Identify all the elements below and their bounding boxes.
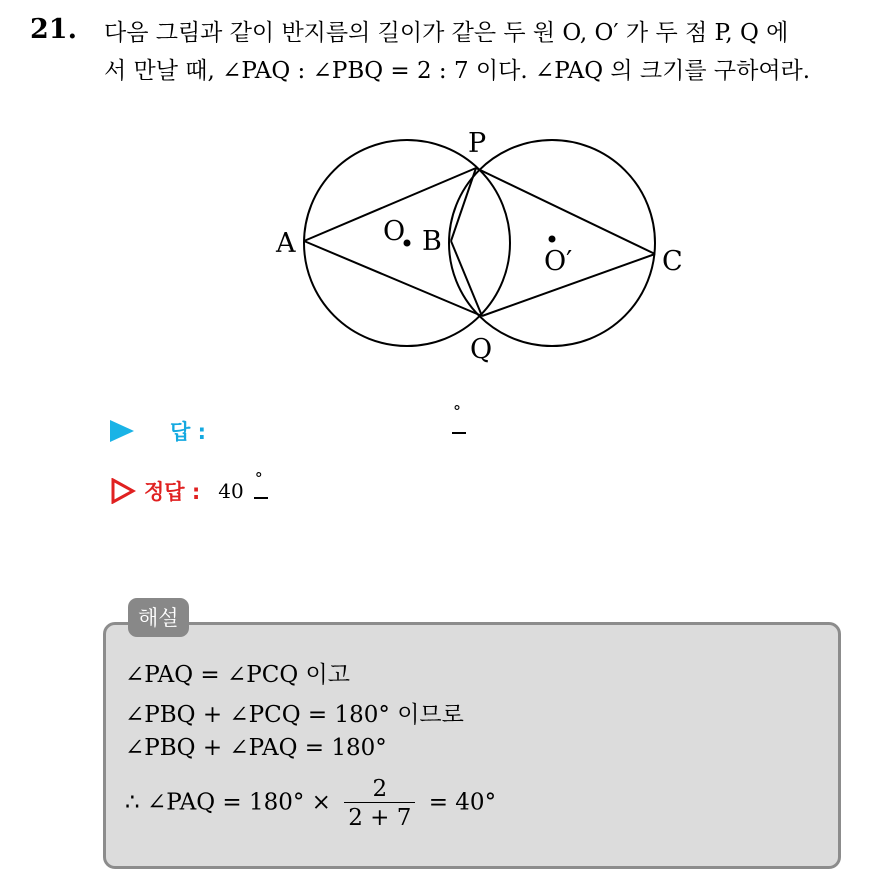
fraction-numerator: 2: [372, 776, 388, 802]
solution-line4-prefix: ∴ ∠PAQ = 180° ×: [125, 789, 331, 816]
label-c: C: [662, 246, 683, 277]
segment-pc: [476, 168, 655, 254]
answer-input-blank[interactable]: [452, 402, 466, 439]
solution-line1: ∠PAQ = ∠PCQ 이고: [125, 662, 350, 688]
solution-tag: 해설: [128, 598, 189, 637]
geometry-figure: [270, 120, 700, 370]
solution-line4-suffix: = 40°: [428, 789, 497, 816]
label-p: P: [468, 128, 487, 159]
answer-row: [110, 416, 206, 446]
question-text-line2: 서 만날 때, ∠PAQ : ∠PBQ = 2 : 7 이다. ∠PAQ 의 크기를 구하여라.: [104, 58, 811, 84]
fraction: [344, 776, 415, 831]
label-o-prime: O′: [544, 246, 573, 277]
correct-answer-row: [110, 469, 268, 506]
solution-line4: [125, 776, 496, 831]
question-text-line1: 다음 그림과 같이 반지름의 길이가 같은 두 원 O, O′ 가 두 점 P, Q 에: [104, 20, 789, 46]
correct-answer-unit: °: [254, 469, 263, 488]
play-outline-icon: [110, 478, 136, 504]
label-o: O: [383, 216, 406, 247]
label-a: A: [276, 228, 296, 259]
play-filled-icon: [110, 420, 134, 442]
answer-label: 답 :: [170, 420, 206, 444]
answer-unit: °: [453, 402, 461, 421]
correct-answer-value: 40: [218, 479, 244, 503]
fraction-denominator: 2 + 7: [348, 805, 412, 831]
solution-line2: ∠PBQ + ∠PCQ = 180° 이므로: [125, 702, 464, 728]
correct-answer-label: 정답 :: [144, 480, 201, 504]
segment-pb: [451, 168, 476, 241]
label-q: Q: [470, 334, 493, 365]
question-number: 21.: [30, 14, 77, 45]
label-b: B: [422, 226, 442, 257]
center-o-prime-dot: [549, 236, 556, 243]
solution-line3: ∠PBQ + ∠PAQ = 180°: [125, 735, 387, 761]
